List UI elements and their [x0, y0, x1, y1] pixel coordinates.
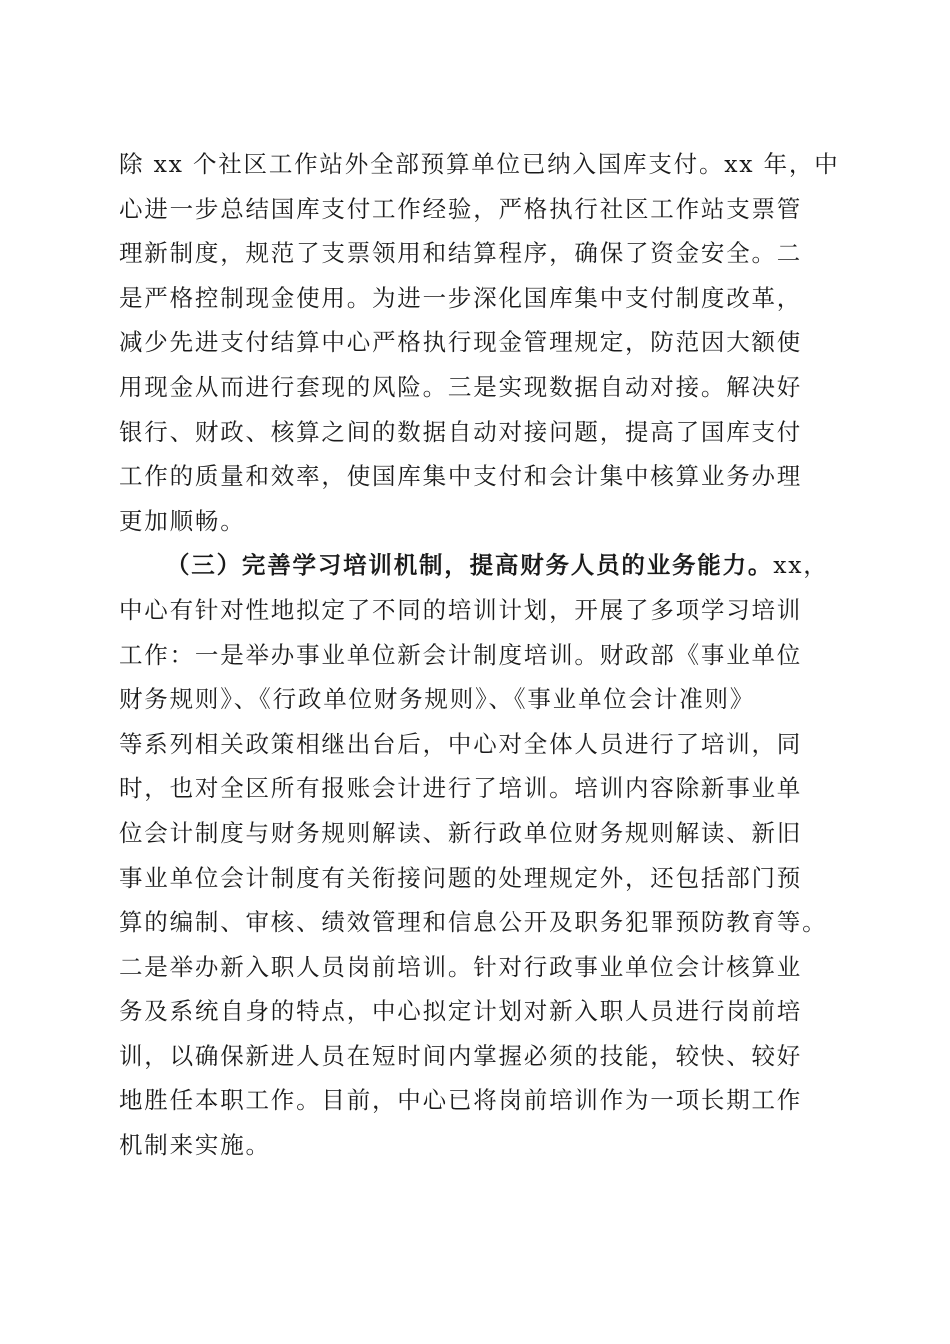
text-line: 地胜任本职工作。目前，中心已将岗前培训作为一项长期工作 — [119, 1086, 803, 1115]
text-line: 是严格控制现金使用。为进一步深化国库集中支付制度改革， — [119, 283, 803, 312]
text-line: 位会计制度与财务规则解读、新行政单位财务规则解读、新旧 — [119, 818, 803, 847]
section-heading: （三）完善学习培训机制，提高财务人员的业务能力。 — [166, 551, 774, 580]
text-line: 理新制度，规范了支票领用和结算程序，确保了资金安全。二 — [119, 239, 803, 268]
text-line: 财务规则》、《行政单位财务规则》、《事业单位会计准则》 — [119, 685, 756, 714]
text-line: 机制来实施。 — [119, 1131, 271, 1160]
text-line: 工作的质量和效率，使国库集中支付和会计集中核算业务办理 — [119, 462, 803, 491]
text-line: 除 xx 个社区工作站外全部预算单位已纳入国库支付。xx 年，中 — [119, 150, 840, 178]
text-line: 银行、财政、核算之间的数据自动对接问题，提高了国库支付 — [119, 417, 803, 446]
text-line: 算的编制、审核、绩效管理和信息公开及职务犯罪预防教育等。 — [119, 908, 828, 937]
text-line: 时，也对全区所有报账会计进行了培训。培训内容除新事业单 — [119, 774, 803, 803]
paragraph-training-mechanism — [119, 543, 841, 1167]
text-line: 更加顺畅。 — [119, 506, 246, 535]
document-body — [119, 142, 841, 1168]
text-line: 务及系统自身的特点，中心拟定计划对新入职人员进行岗前培 — [119, 997, 803, 1026]
paragraph-treasury-payment — [119, 142, 841, 543]
text-line: 等系列相关政策相继出台后，中心对全体人员进行了培训，同 — [119, 729, 803, 758]
text-line: 工作：一是举办事业单位新会计制度培训。财政部《事业单位 — [119, 640, 803, 669]
text-line: 减少先进支付结算中心严格执行现金管理规定，防范因大额使 — [119, 328, 803, 357]
text-line: 训，以确保新进人员在短时间内掌握必须的技能，较快、较好 — [119, 1041, 803, 1070]
text-line: 中心有针对性地拟定了不同的培训计划，开展了多项学习培训 — [119, 595, 803, 624]
heading-line-rest: xx， — [773, 551, 829, 580]
text-line: 心进一步总结国库支付工作经验，严格执行社区工作站支票管 — [119, 194, 803, 223]
section-heading-line — [119, 543, 841, 588]
text-line: 事业单位会计制度有关衔接问题的处理规定外，还包括部门预 — [119, 863, 803, 892]
text-line: 二是举办新入职人员岗前培训。针对行政事业单位会计核算业 — [119, 952, 803, 981]
text-line: 用现金从而进行套现的风险。三是实现数据自动对接。解决好 — [119, 372, 803, 401]
